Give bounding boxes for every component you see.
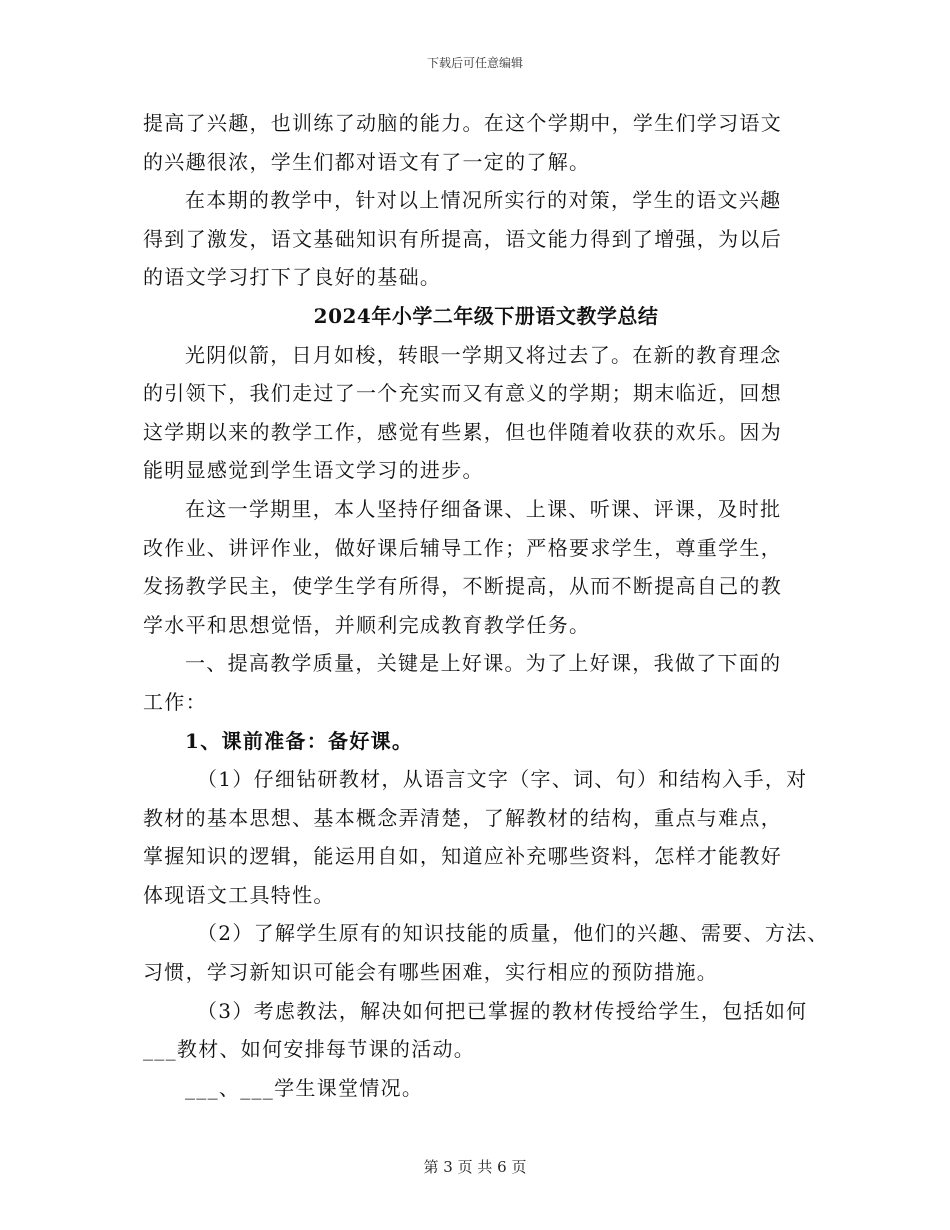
section-title: 2024年小学二年级下册语文教学总结 bbox=[313, 303, 659, 328]
document-body bbox=[143, 104, 829, 1107]
paragraph-line: （2）了解学生原有的知识技能的质量，他们的兴趣、需要、方法、 bbox=[197, 921, 829, 946]
paragraph-line: 提高了兴趣，也训练了动脑的能力。在这个学期中，学生们学习语文 bbox=[143, 111, 782, 135]
paragraph-line: 在这一学期里，本人坚持仔细备课、上课、听课、评课，及时批 bbox=[185, 496, 782, 521]
paragraph-line: 教材的基本思想、基本概念弄清楚，了解教材的结构，重点与难点， bbox=[143, 805, 782, 830]
paragraph-line: 一、提高教学质量，关键是上好课。为了上好课，我做了下面的 bbox=[185, 651, 782, 676]
paragraph-line: 能明显感觉到学生语文学习的进步。 bbox=[143, 458, 484, 483]
paragraph-line: ___、___学生课堂情况。 bbox=[185, 1075, 424, 1100]
paragraph-line: 在本期的教学中，针对以上情况所实行的对策，学生的语文兴趣 bbox=[185, 188, 782, 213]
paragraph-line: （1）仔细钻研教材，从语言文字（字、词、句）和结构入手，对 bbox=[197, 767, 808, 792]
paragraph-line: 得到了激发，语文基础知识有所提高，语文能力得到了增强，为以后 bbox=[143, 226, 782, 251]
page-number: 第 3 页 共 6 页 bbox=[423, 1158, 527, 1176]
paragraph-line: 光阴似箭，日月如梭，转眼一学期又将过去了。在新的教育理念 bbox=[185, 342, 782, 367]
paragraph-line: 的兴趣很浓，学生们都对语文有了一定的了解。 bbox=[143, 149, 591, 174]
subsection-heading: 1、课前准备：备好课。 bbox=[185, 728, 414, 753]
paragraph-line: 这学期以来的教学工作，感觉有些累，但也伴随着收获的欢乐。因为 bbox=[143, 419, 782, 444]
paragraph-line: 学水平和思想觉悟，并顺利完成教育教学任务。 bbox=[143, 612, 591, 637]
paragraph-line: 的语文学习打下了良好的基础。 bbox=[143, 265, 442, 290]
paragraph-line: 掌握知识的逻辑，能运用自如，知道应补充哪些资料，怎样才能教好 bbox=[143, 844, 782, 869]
paragraph-line: 习惯，学习新知识可能会有哪些困难，实行相应的预防措施。 bbox=[143, 960, 719, 985]
paragraph-line: 的引领下，我们走过了一个充实而又有意义的学期；期末临近，回想 bbox=[143, 381, 782, 406]
paragraph-line: 工作： bbox=[143, 689, 207, 714]
paragraph-line: （3）考虑教法，解决如何把已掌握的教材传授给学生，包括如何 bbox=[197, 998, 808, 1023]
paragraph-line: 改作业、讲评作业，做好课后辅导工作；严格要求学生，尊重学生， bbox=[143, 535, 782, 560]
paragraph-line: 体现语文工具特性。 bbox=[143, 882, 335, 907]
paragraph-line: ___教材、如何安排每节课的活动。 bbox=[143, 1037, 476, 1062]
page-header: 下载后可任意编辑 bbox=[426, 56, 523, 70]
paragraph-line: 发扬教学民主，使学生学有所得，不断提高，从而不断提高自己的教 bbox=[143, 574, 782, 599]
